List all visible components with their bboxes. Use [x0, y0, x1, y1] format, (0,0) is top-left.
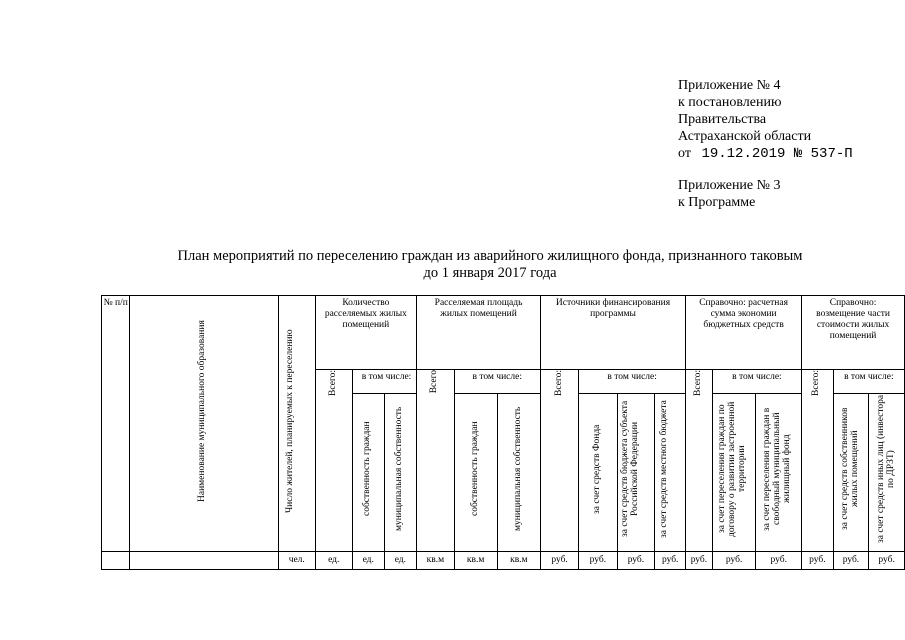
appendix-4-line4: Астраханской области — [678, 129, 812, 144]
header-area-including: в том числе: — [454, 370, 540, 394]
unit-cell: руб. — [579, 552, 617, 570]
unit-cell: руб. — [686, 552, 713, 570]
unit-cell: ед. — [315, 552, 352, 570]
unit-cell: руб. — [802, 552, 834, 570]
header-num: № п/п — [102, 296, 130, 552]
appendix-4-block — [678, 77, 853, 163]
header-area-municipal: муниципальная собственность — [497, 394, 540, 552]
document-title — [120, 248, 860, 282]
header-rooms-private: собственность граждан — [352, 394, 384, 552]
appendix-4-line1: Приложение № 4 — [678, 78, 781, 93]
appendix-4-line3: Правительства — [678, 112, 767, 127]
header-rooms-municipal: муниципальная собственность — [384, 394, 417, 552]
header-sav-total: Всего: — [686, 370, 713, 552]
header-fund-including: в том числе: — [579, 370, 686, 394]
unit-cell: руб. — [540, 552, 578, 570]
header-sav-free: за счет переселения граждан в свободный муниципальный жилищный фонд — [756, 394, 802, 552]
header-comp-owners: за счет средств собственников жилых помещений — [833, 394, 869, 552]
unit-cell-empty — [130, 552, 279, 570]
header-rooms-total: Всего: — [315, 370, 352, 552]
unit-cell-empty — [102, 552, 130, 570]
header-area-private: собственность граждан — [454, 394, 497, 552]
unit-cell: ед. — [352, 552, 384, 570]
title-line2: до 1 января 2017 года — [423, 265, 557, 281]
header-area-total: Всего — [417, 370, 454, 552]
unit-cell: ед. — [384, 552, 417, 570]
header-fund-local: за счет средств местного бюджета — [655, 394, 686, 552]
unit-cell: чел. — [278, 552, 315, 570]
header-sav-dev: за счет переселения граждан по договору о развитии застроенной территории — [712, 394, 756, 552]
plan-table — [101, 295, 905, 570]
header-savings-group: Справочно: расчетная сумма экономии бюджетных средств — [686, 296, 802, 370]
header-comp-including: в том числе: — [833, 370, 904, 394]
unit-cell: кв.м — [417, 552, 454, 570]
header-comp-total: Всего: — [802, 370, 834, 552]
unit-cell: руб. — [712, 552, 756, 570]
header-fund-subject: за счет средств бюджета субъекта Российской Федерации — [617, 394, 655, 552]
title-line1: План мероприятий по переселению граждан из аварийного жилищного фонда, признанного таковым — [177, 248, 803, 264]
unit-cell: руб. — [869, 552, 905, 570]
appendix-3-line2: к Программе — [678, 195, 756, 210]
header-area-group: Расселяемая площадь жилых помещений — [417, 296, 541, 370]
header-fund-fund: за счет средств Фонда — [579, 394, 617, 552]
header-fund-total: Всего: — [540, 370, 578, 552]
header-funding-group: Источники финансирования программы — [540, 296, 685, 370]
unit-cell: руб. — [833, 552, 869, 570]
header-rooms-including: в том числе: — [352, 370, 416, 394]
header-municipality: Наименование муниципального образования — [130, 296, 279, 552]
units-row — [102, 552, 905, 570]
header-comp-other: за счет средств иных лиц (инвестора по ДРЗТ) — [869, 394, 905, 552]
unit-cell: руб. — [756, 552, 802, 570]
header-compensation-group: Справочно: возмещение части стоимости жилых помещений — [802, 296, 905, 370]
appendix-4-line5 — [678, 145, 853, 163]
header-rooms-group: Количество расселяемых жилых помещений — [315, 296, 417, 370]
header-residents: Число жителей, планируемых к переселению — [278, 296, 315, 552]
appendix-4-line2: к постановлению — [678, 95, 782, 110]
appendix-3-block — [678, 177, 781, 211]
unit-cell: кв.м — [454, 552, 497, 570]
header-sav-including: в том числе: — [712, 370, 801, 394]
appendix-4-date-stamp: 19.12.2019 № 537-П — [701, 146, 853, 162]
unit-cell: руб. — [617, 552, 655, 570]
appendix-4-date-prefix: от — [678, 146, 691, 161]
unit-cell: кв.м — [497, 552, 540, 570]
unit-cell: руб. — [655, 552, 686, 570]
appendix-3-line1: Приложение № 3 — [678, 178, 781, 193]
